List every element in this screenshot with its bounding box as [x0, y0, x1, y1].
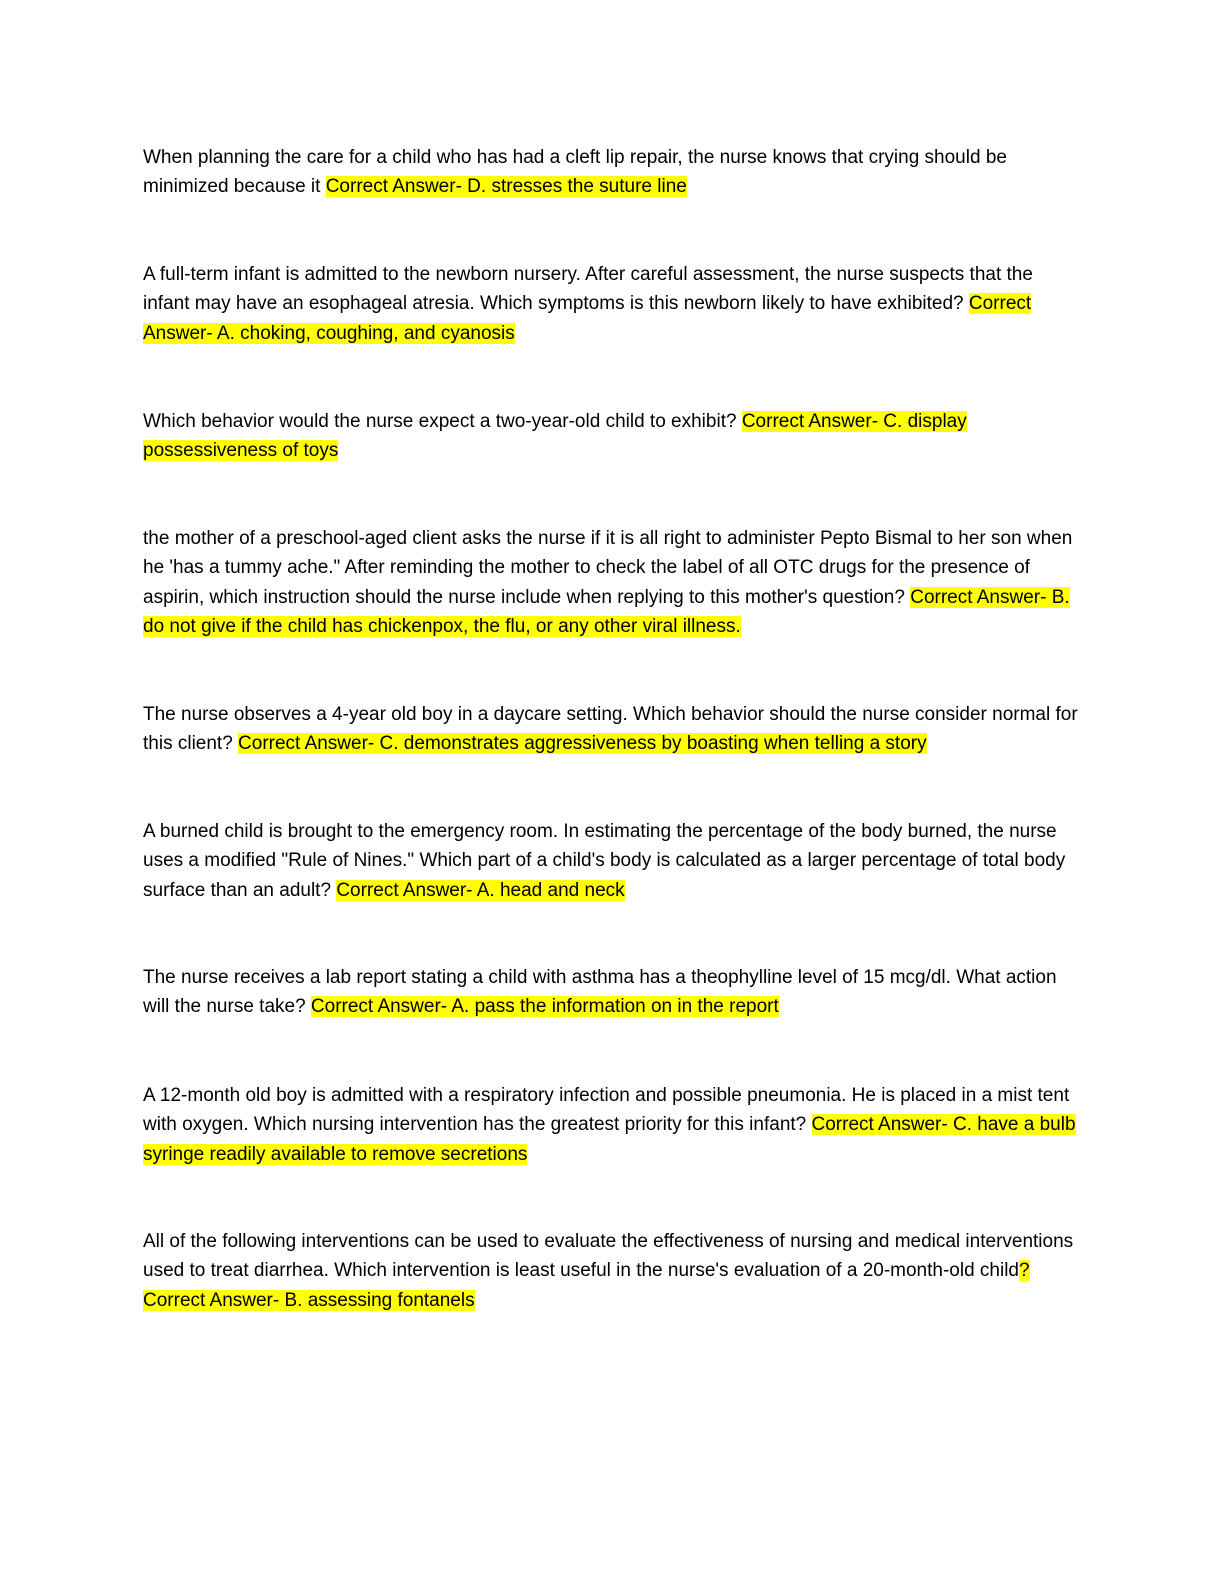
question-text: All of the following interventions can be used to evaluate the effectiveness of nursing and medical interventions used to treat diarrhea. Which intervention is least useful in the nurse's evaluation of a 20-month-old child [143, 1231, 1074, 1282]
correct-answer-highlight: Correct Answer- A. choking, coughing, and cyanosis [143, 293, 1032, 344]
question-text: the mother of a preschool-aged client asks the nurse if it is all right to administer Pepto Bismal to her son when he 'has a tummy ache." After reminding the mother to check the label of all OTC drugs for the presence of aspirin, which instruction should the nurse include when replying to this mother's question? [143, 528, 1073, 608]
correct-answer-highlight: ? Correct Answer- B. assessing fontanels [143, 1260, 1030, 1311]
question-text: A full-term infant is admitted to the newborn nursery. After careful assessment, the nurse suspects that the infant may have an esophageal atresia. Which symptoms is this newborn likely to have exhibited? [143, 264, 1033, 315]
question-text: When planning the care for a child who has had a cleft lip repair, the nurse knows that crying should be minimized because it [143, 147, 1007, 198]
correct-answer-highlight: Correct Answer- D. stresses the suture line [325, 176, 687, 198]
question-text: The nurse observes a 4-year old boy in a daycare setting. Which behavior should the nurse consider normal for this client? [143, 704, 1078, 755]
question-block [143, 260, 1078, 348]
question-block [143, 1081, 1078, 1169]
question-block [143, 407, 1078, 466]
question-block [143, 700, 1078, 759]
question-text: The nurse receives a lab report stating a child with asthma has a theophylline level of 15 mcg/dl. What action will the nurse take? [143, 967, 1057, 1018]
correct-answer-highlight: Correct Answer- C. demonstrates aggressiveness by boasting when telling a story [238, 733, 927, 755]
question-block [143, 817, 1078, 905]
correct-answer-highlight: Correct Answer- C. have a bulb syringe readily available to remove secretions [143, 1114, 1076, 1165]
question-text: A 12-month old boy is admitted with a respiratory infection and possible pneumonia. He is placed in a mist tent with oxygen. Which nursing intervention has the greatest priority for this infant? [143, 1085, 1070, 1136]
correct-answer-highlight: Correct Answer- C. display possessiveness of toys [143, 411, 967, 462]
question-block [143, 1227, 1078, 1315]
question-block [143, 143, 1078, 202]
correct-answer-highlight: Correct Answer- B. do not give if the child has chickenpox, the flu, or any other viral illness. [143, 586, 1070, 637]
question-text: Which behavior would the nurse expect a two-year-old child to exhibit? [143, 411, 742, 432]
correct-answer-highlight: Correct Answer- A. head and neck [336, 879, 625, 901]
correct-answer-highlight: Correct Answer- A. pass the information on in the report [310, 996, 779, 1018]
question-block [143, 524, 1078, 641]
question-block [143, 963, 1078, 1022]
question-text: A burned child is brought to the emergency room. In estimating the percentage of the body burned, the nurse uses a modified "Rule of Nines." Which part of a child's body is calculated as a larger percentage of total body surface than an adult? [143, 821, 1066, 901]
